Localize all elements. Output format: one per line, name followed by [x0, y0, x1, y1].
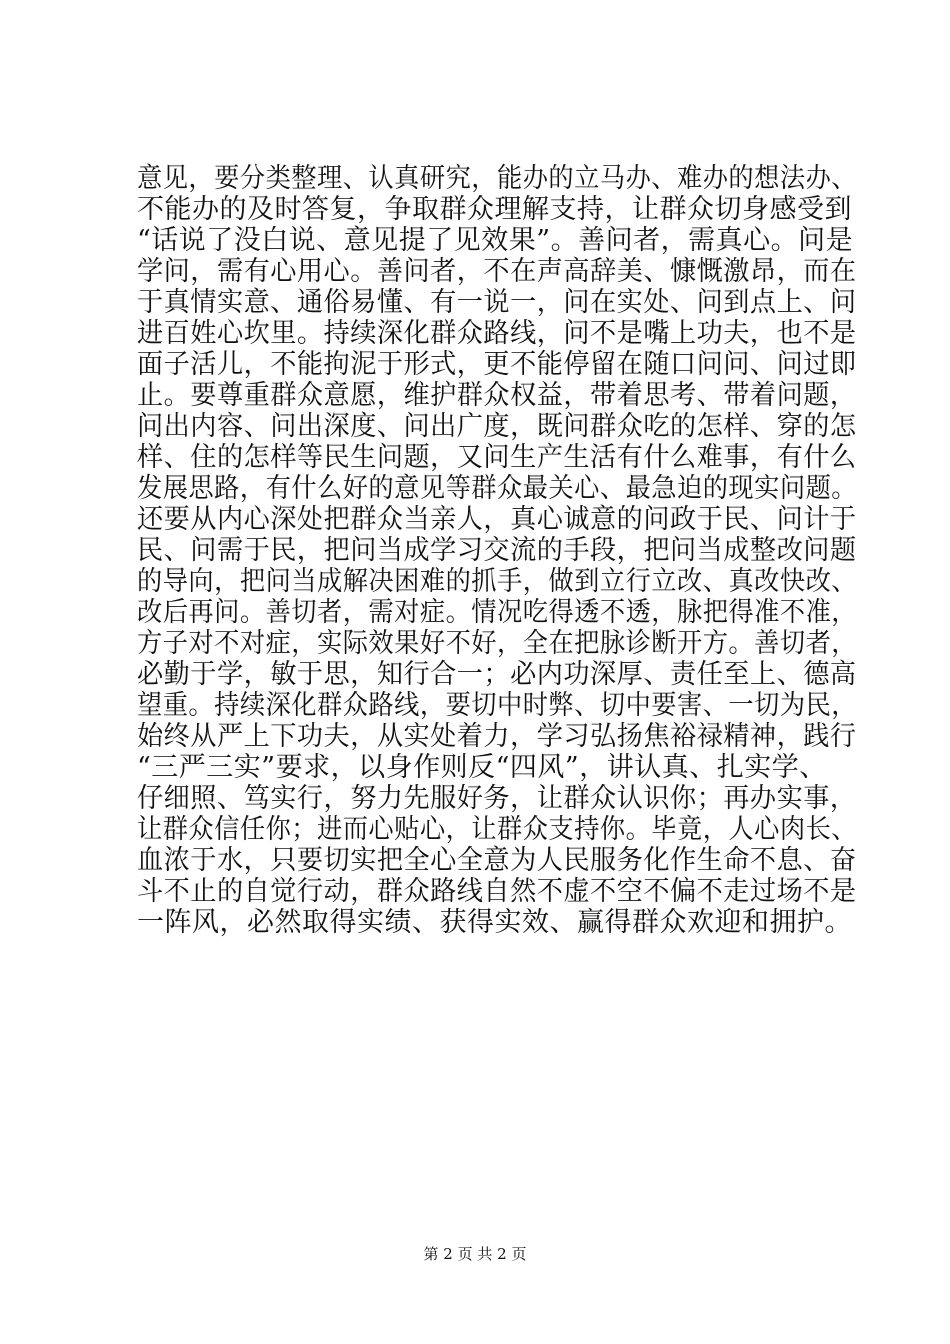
text-line: 一阵风，必然取得实绩、获得实效、赢得群众欢迎和拥护。	[137, 907, 852, 938]
text-line: 仔细照、笃实行，努力先服好务，让群众认识你；再办实事，	[137, 783, 857, 814]
text-line: 进百姓心坎里。持续深化群众路线，问不是嘴上功夫，也不是	[137, 318, 857, 349]
text-line: “三严三实”要求，以身作则反“四风”，讲认真、扎实学、	[137, 752, 827, 783]
text-line: 样、住的怎样等民生问题，又问生产生活有什么难事，有什么	[137, 442, 857, 473]
text-line: “话说了没白说、意见提了见效果”。善问者，需真心。问是	[137, 225, 854, 256]
text-line: 让群众信任你；进而心贴心，让群众支持你。毕竟，人心肉长、	[137, 814, 857, 845]
text-line: 学问，需有心用心。善问者，不在声高辞美、慷慨激昂，而在	[137, 256, 857, 287]
page-footer: 第 2 页 共 2 页	[423, 1245, 527, 1263]
text-line: 的导向，把问当成解决困难的抓手，做到立行立改、真改快改、	[137, 566, 857, 597]
text-line: 意见，要分类整理、认真研究，能办的立马办、难办的想法办、	[137, 163, 857, 194]
text-line: 民、问需于民，把问当成学习交流的手段，把问当成整改问题	[137, 535, 857, 566]
text-line: 斗不止的自觉行动，群众路线自然不虚不空不偏不走过场不是	[137, 876, 857, 907]
text-line: 方子对不对症，实际效果好不好，全在把脉诊断开方。善切者，	[137, 628, 857, 659]
text-line: 面子活儿，不能拘泥于形式，更不能停留在随口问问、问过即	[137, 349, 857, 380]
text-line: 始终从严上下功夫，从实处着力，学习弘扬焦裕禄精神，践行	[137, 721, 857, 752]
text-line: 于真情实意、通俗易懂、有一说一，问在实处、问到点上、问	[137, 287, 857, 318]
body-paragraph	[137, 163, 857, 938]
text-line: 必勤于学，敏于思，知行合一；必内功深厚、责任至上、德高	[137, 659, 857, 690]
text-line: 望重。持续深化群众路线，要切中时弊、切中要害、一切为民，	[137, 690, 857, 721]
text-line: 不能办的及时答复，争取群众理解支持，让群众切身感受到	[137, 194, 852, 225]
text-line: 发展思路，有什么好的意见等群众最关心、最急迫的现实问题。	[137, 473, 857, 504]
text-line: 问出内容、问出深度、问出广度，既问群众吃的怎样、穿的怎	[137, 411, 857, 442]
text-line: 止。要尊重群众意愿，维护群众权益，带着思考、带着问题，	[137, 380, 857, 411]
text-line: 改后再问。善切者，需对症。情况吃得透不透，脉把得准不准，	[137, 597, 857, 628]
text-line: 血浓于水，只要切实把全心全意为人民服务化作生命不息、奋	[137, 845, 857, 876]
text-line: 还要从内心深处把群众当亲人，真心诚意的问政于民、问计于	[137, 504, 857, 535]
